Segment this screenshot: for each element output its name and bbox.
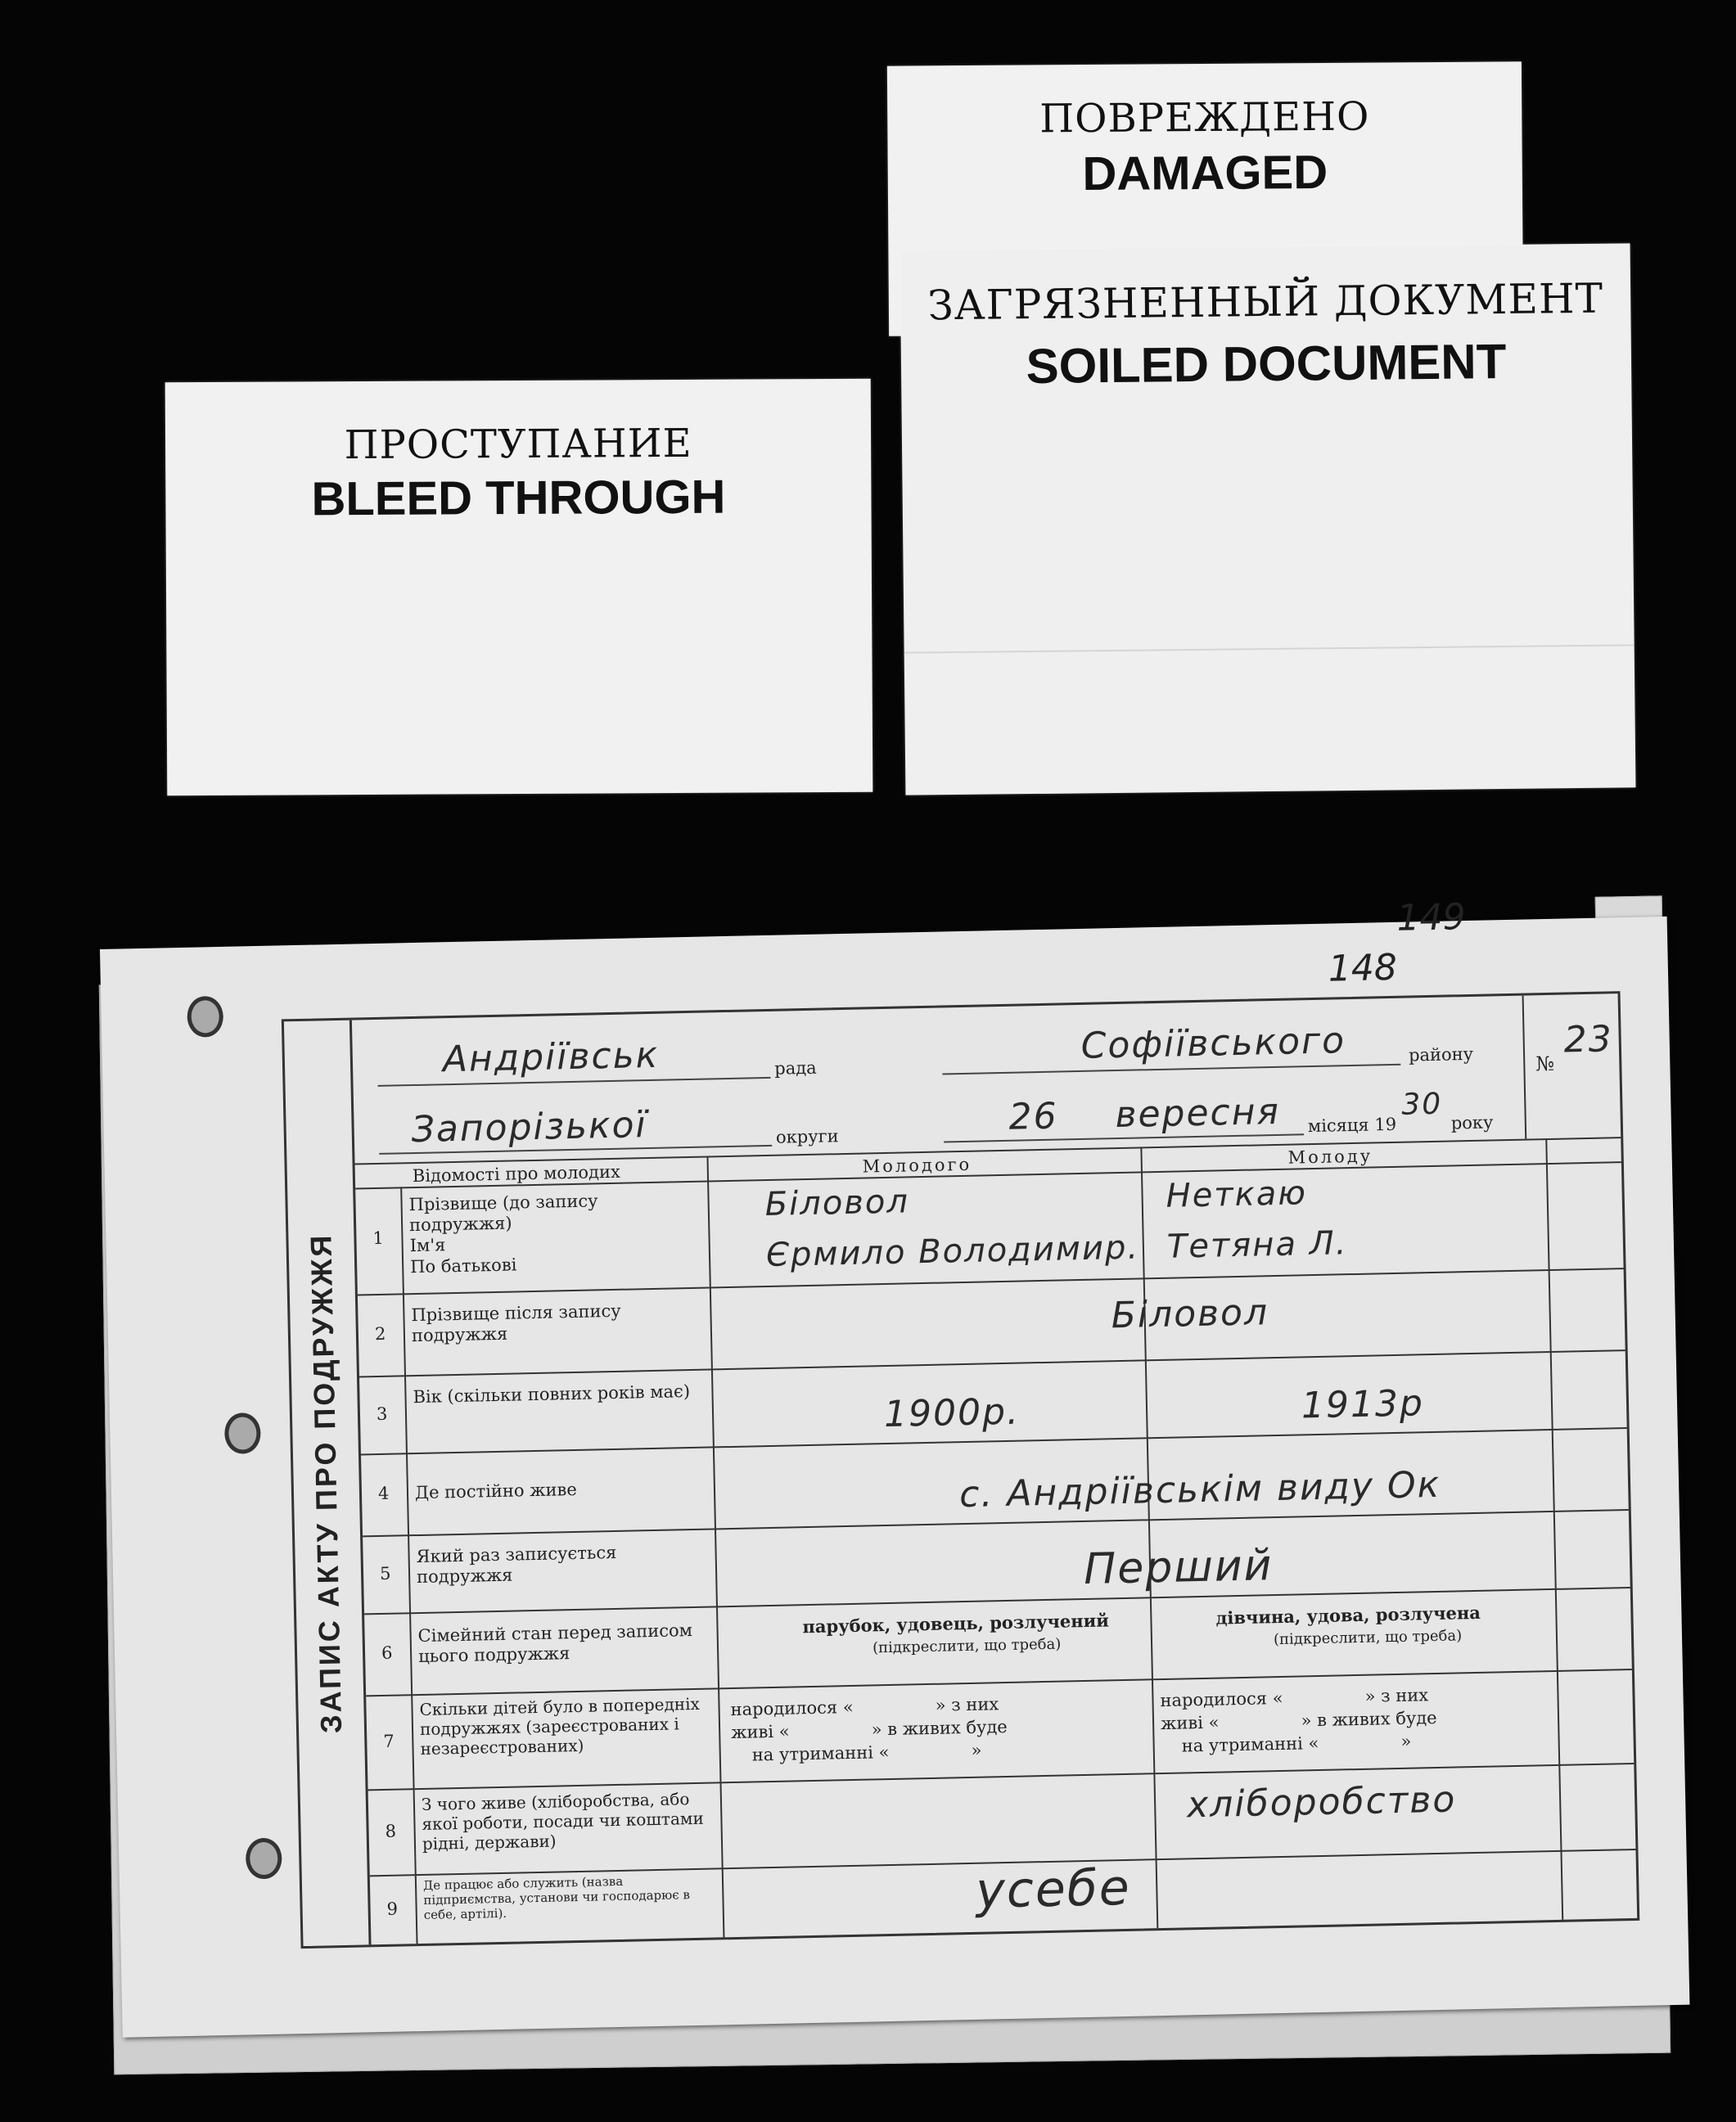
- side-title-text: ЗАПИС АКТУ ПРО ПОДРУЖЖЯ: [304, 1232, 349, 1734]
- row-label: Прізвище після запису подружжя: [411, 1300, 621, 1346]
- row-label: З чого живе (хліборобства, або якої роботи, посади чи коштами рідні, держави): [421, 1789, 705, 1854]
- record-form: [282, 991, 1639, 1949]
- column-header-bride: Молоду: [1287, 1146, 1373, 1168]
- surname-after-entry: Біловол: [1111, 1291, 1269, 1337]
- row-number: 2: [374, 1323, 386, 1345]
- okrug-label: округи: [775, 1126, 839, 1147]
- marriage-count-entry: Перший: [1083, 1541, 1274, 1594]
- record-number: 23: [1563, 1018, 1614, 1061]
- bleed-en-text: BLEED THROUGH: [311, 470, 726, 526]
- raion-underline: [942, 1064, 1400, 1075]
- groom-name-entry: Біловол Єрмило Володимир.: [764, 1183, 1140, 1275]
- bride-children-line: живі « » в живих буде: [1160, 1707, 1437, 1734]
- row-label: Скільки дітей було в попередніх подружжях (зареєстрованих і незареєстрованих): [419, 1693, 701, 1759]
- row-number: 3: [376, 1403, 388, 1425]
- row-label: Де постійно живе: [414, 1479, 577, 1503]
- row-number: 6: [381, 1642, 393, 1663]
- raion-label: району: [1408, 1043, 1474, 1066]
- row-number: 7: [383, 1731, 395, 1751]
- year-label: року: [1450, 1112, 1494, 1133]
- groom-age-entry: 1900р.: [883, 1390, 1021, 1436]
- number-label: №: [1535, 1052, 1555, 1076]
- soiled-en-text: SOILED DOCUMENT: [1026, 333, 1507, 394]
- occupation-entry: хліборобство: [1186, 1778, 1457, 1827]
- row-label: Вік (скільки повних років має): [413, 1381, 691, 1408]
- soiled-ru-text: ЗАГРЯЗНЕННЫЙ ДОКУМЕНТ: [927, 274, 1604, 330]
- row-label: Прізвище (до запису подружжя) Ім'я По батькові: [408, 1191, 598, 1277]
- row-number: 4: [377, 1483, 390, 1504]
- groom-children-line: живі « » в живих буде: [730, 1716, 1008, 1743]
- bride-status-note: (підкреслити, що треба): [1273, 1627, 1463, 1649]
- rada-underline: [378, 1077, 771, 1087]
- bleed-ru-text: ПРОСТУПАНИЕ: [344, 420, 692, 469]
- groom-status-note: (підкреслити, що треба): [872, 1635, 1062, 1657]
- damaged-en-text: DAMAGED: [1082, 145, 1328, 201]
- soiled-notice-card: [900, 243, 1636, 795]
- groom-status-options: парубок, удовець, розлучений: [802, 1610, 1109, 1638]
- row-divider: [366, 1669, 1632, 1696]
- page-number-bottom: 148: [1328, 946, 1398, 990]
- bride-children-line: народилося « » з них: [1160, 1685, 1429, 1711]
- bride-age-entry: 1913р: [1301, 1382, 1425, 1427]
- bride-status-options: дівчина, удова, розлучена: [1215, 1602, 1481, 1629]
- year-value: 30: [1400, 1087, 1443, 1122]
- bride-children-line: на утриманні « »: [1181, 1731, 1412, 1756]
- row-number: 9: [386, 1899, 399, 1919]
- num-col-divider: [400, 1187, 417, 1944]
- punch-hole: [246, 1838, 282, 1880]
- groom-children-line: народилося « » з них: [730, 1694, 999, 1720]
- column-header-info: Відомості про молодих: [412, 1161, 621, 1187]
- okrug-value: Запорізької: [411, 1104, 648, 1151]
- bleed-through-notice-card: [165, 379, 873, 796]
- groom-col-divider: [1140, 1147, 1158, 1928]
- punch-hole: [224, 1412, 261, 1454]
- form-main: [352, 993, 1637, 1944]
- row-number: 8: [385, 1821, 397, 1841]
- page-number-top: 149: [1396, 896, 1467, 939]
- month-label: місяця 19: [1307, 1114, 1397, 1137]
- day-value: 26: [1008, 1095, 1059, 1138]
- residence-entry: с. Андріївськім виду Ок: [958, 1463, 1441, 1516]
- marriage-record-sheet: [100, 896, 1689, 2038]
- rada-value: Андріївськ: [442, 1034, 660, 1081]
- card-fold-line: [904, 644, 1635, 653]
- rada-label: рада: [773, 1057, 817, 1079]
- bride-name-entry: Неткаю Тетяна Л.: [1166, 1174, 1348, 1266]
- row-divider: [359, 1349, 1626, 1377]
- row-label: Сімейний стан перед записом цього подружжя: [417, 1620, 693, 1667]
- row-number: 1: [372, 1228, 385, 1249]
- groom-children-line: на утриманні « »: [751, 1740, 982, 1765]
- workplace-entry: усебе: [975, 1858, 1132, 1920]
- row-number: 5: [379, 1563, 391, 1584]
- margin-col-divider: [1545, 1138, 1563, 1920]
- number-divider: [1522, 996, 1527, 1139]
- damaged-ru-text: ПОВРЕЖДЕНО: [1039, 93, 1370, 142]
- column-header-groom: Молодого: [862, 1154, 972, 1177]
- raion-value: Софіївського: [1080, 1020, 1346, 1067]
- row-label: Де працює або служить (назва підприємства, установи чи господарює в себе, артілі).: [422, 1873, 691, 1922]
- punch-hole: [187, 996, 223, 1038]
- row-label: Який раз записується подружжя: [416, 1542, 617, 1588]
- month-value: вересня: [1114, 1090, 1281, 1137]
